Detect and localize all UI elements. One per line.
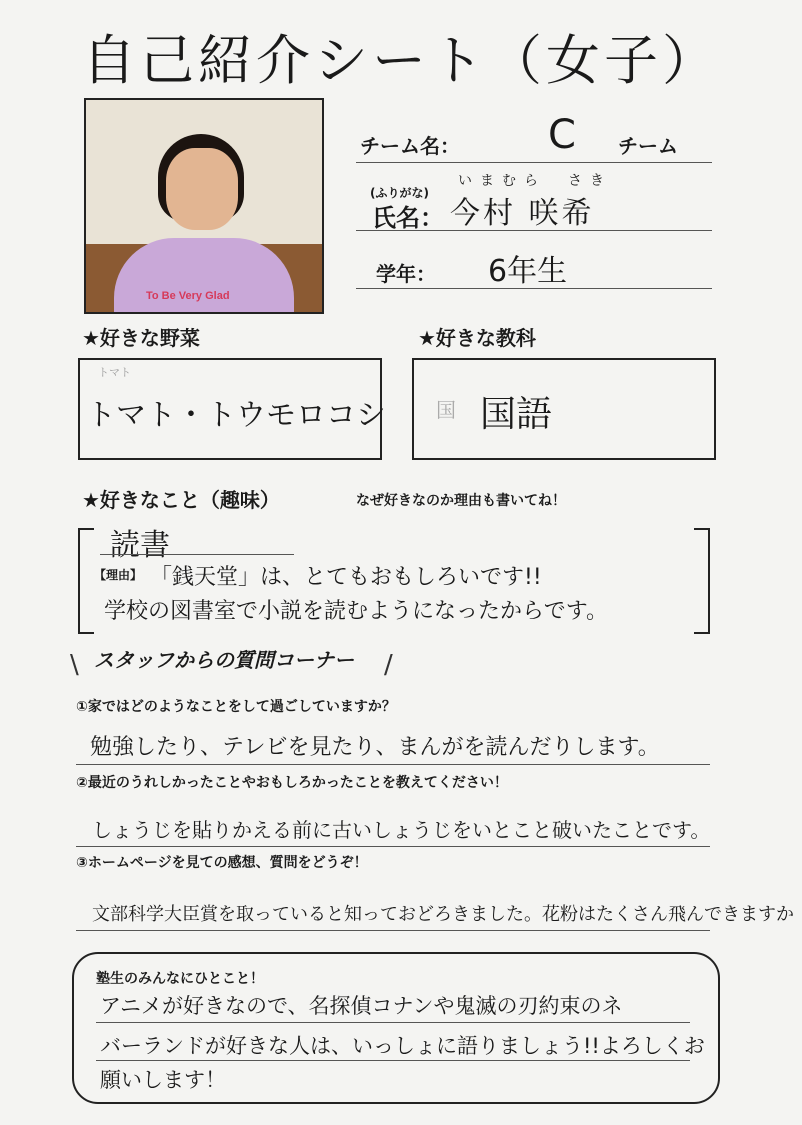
vegetable-hint: トマト [98,366,131,379]
reason-line-1: 「銭天堂」は、とてもおもしろいです!! [150,565,542,590]
answer-1-line [76,764,710,765]
subject-box [412,358,716,460]
subject-hint: 国 [436,398,456,422]
question-1: ①家ではどのようなことをして過ごしていますか？ [76,699,396,715]
team-underline [356,162,712,163]
hobby-note: なぜ好きなのか理由も書いてね！ [356,493,566,509]
staff-corner-title: スタッフからの質問コーナー [94,648,354,672]
hobby-bracket-right [694,528,710,634]
team-suffix: チーム [618,134,678,158]
message-line-3: 願いします！ [100,1068,226,1092]
message-line-1: アニメが好きなので、名探偵コナンや鬼滅の刃約束のネ [100,994,623,1018]
grade-underline [356,288,712,289]
answer-3-line [76,930,710,931]
subject-label: ★好きな教科 [418,326,536,350]
message-underline-2 [96,1060,690,1061]
message-line-2: バーランドが好きな人は、いっしょに語りましょう!!よろしくお [100,1034,705,1058]
answer-3: 文部科学大臣賞を取っていると知っておどろきました。花粉はたくさん飛んできますか [92,904,794,925]
question-3: ③ホームページを見ての感想、質問をどうぞ！ [76,855,368,871]
reason-line-2: 学校の図書室で小説を読むようになったからです。 [104,599,609,624]
hobby-underline [100,554,294,555]
message-label: 塾生のみんなにひとこと！ [96,971,264,987]
grade-value: 6年生 [488,254,568,289]
answer-2-line [76,846,710,847]
subject-value: 国語 [480,394,553,435]
hobby-value: 読書 [110,528,170,563]
vegetable-value: トマト・トウモロコシ [86,398,386,433]
team-value: C [548,112,576,158]
staff-slash-left: \ [70,650,79,680]
furigana-value: いまむら さき [458,173,612,189]
vegetable-label: ★好きな野菜 [82,326,200,350]
photo-shirt [114,238,294,314]
staff-slash-right: / [384,650,393,680]
page-title: 自己紹介シート（女子） [82,29,720,92]
reason-label: 【理由】 [94,568,143,582]
grade-label: 学年： [376,262,436,286]
name-underline [356,230,712,231]
question-2: ②最近のうれしかったことやおもしろかったことを教えてください！ [76,775,508,791]
hobby-bracket-left [78,528,94,634]
name-value: 今村 咲希 [450,196,595,231]
photo-shirt-text: To Be Very Glad [146,290,230,302]
answer-2: しょうじを貼りかえる前に古いしょうじをいとこと破いたことです。 [92,818,711,842]
hobby-label: ★好きなこと（趣味） [82,488,280,512]
name-label: 氏名： [372,204,444,232]
answer-1: 勉強したり、テレビを見たり、まんがを読んだりします。 [90,735,660,760]
team-label: チーム名： [360,134,460,158]
photo-face [166,148,238,230]
profile-photo [84,98,324,314]
message-underline-1 [96,1022,690,1023]
furigana-label: (ふりがな) [370,186,429,200]
